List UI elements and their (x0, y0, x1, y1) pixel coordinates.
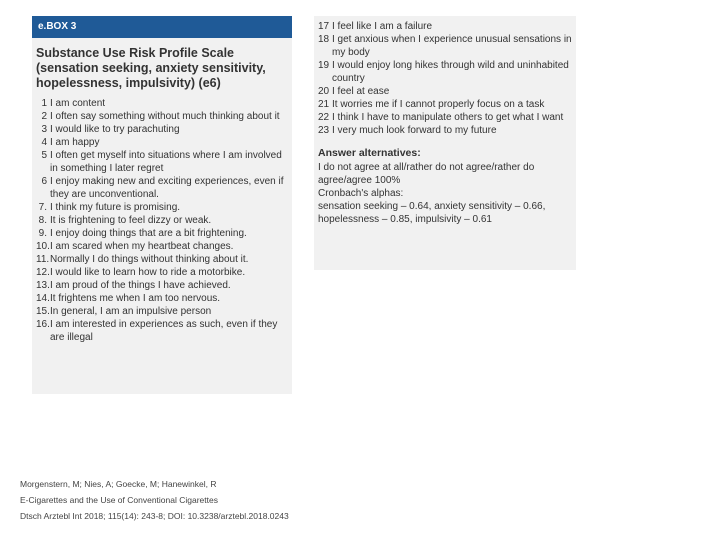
item-text: I enjoy doing things that are a bit frightening. (50, 228, 247, 239)
list-item (36, 214, 288, 227)
item-text: I am happy (50, 137, 100, 148)
item-number: 20 (318, 86, 330, 97)
item-text: I think I have to manipulate others to get what I want (332, 112, 564, 123)
scale-items-list-continued (318, 20, 572, 137)
item-number: 15. (36, 306, 50, 317)
item-number: 23 (318, 125, 330, 136)
list-item (36, 97, 288, 110)
item-text: I am interested in experiences as such, even if they are illegal (50, 319, 278, 343)
item-text: I enjoy making new and exciting experiences, even if they are unconventional. (50, 176, 284, 200)
item-number: 13. (36, 280, 50, 291)
list-item (36, 123, 288, 136)
list-item (36, 305, 288, 318)
cronbach-label: Cronbach's alphas: (318, 188, 404, 199)
item-text: In general, I am an impulsive person (50, 306, 212, 317)
item-number: 16. (36, 319, 50, 330)
item-number: 19 (318, 60, 330, 71)
item-number: 6 (41, 176, 47, 187)
citation (20, 476, 289, 524)
item-text: I often say something without much thinking about it (50, 111, 280, 122)
list-item (318, 85, 572, 98)
list-item (36, 318, 288, 344)
item-text: I very much look forward to my future (332, 125, 497, 136)
list-item (36, 110, 288, 123)
item-number: 14. (36, 293, 50, 304)
list-item (36, 136, 288, 149)
item-text: Normally I do things without thinking about it. (50, 254, 249, 265)
item-number: 1 (41, 98, 47, 109)
item-number: 17 (318, 21, 330, 32)
list-item (36, 175, 288, 201)
item-number: 8. (38, 215, 47, 226)
item-number: 10. (36, 241, 50, 252)
list-item (36, 240, 288, 253)
item-number: 22 (318, 112, 330, 123)
list-item (318, 33, 572, 59)
list-item (318, 20, 572, 33)
item-number: 12. (36, 267, 50, 278)
item-number: 4 (41, 137, 47, 148)
item-text: I am content (50, 98, 106, 109)
item-text: I feel like I am a failure (332, 21, 433, 32)
list-item (318, 98, 572, 111)
item-number: 3 (41, 124, 47, 135)
scale-items-list (36, 97, 288, 344)
item-text: I think my future is promising. (50, 202, 181, 213)
list-item (36, 292, 288, 305)
item-text: I would enjoy long hikes through wild and uninhabited country (332, 60, 569, 84)
item-text: I feel at ease (332, 86, 390, 97)
list-item (36, 149, 288, 175)
answer-alternatives-heading: Answer alternatives: (318, 147, 421, 159)
item-number: 11. (36, 254, 50, 265)
item-text: I would like to learn how to ride a motorbike. (50, 267, 246, 278)
item-text: I often get myself into situations where I am involved in something I later regret (50, 150, 282, 174)
answer-alternatives-text: I do not agree at all/rather do not agree/rather do agree/agree 100% (318, 162, 535, 186)
item-text: I am scared when my heartbeat changes. (50, 241, 234, 252)
list-item (36, 227, 288, 240)
ebox-right-panel (314, 16, 576, 270)
item-number: 18 (318, 34, 330, 45)
ebox-left-panel (32, 16, 292, 394)
list-item (36, 201, 288, 214)
item-text: It frightens me when I am too nervous. (50, 293, 221, 304)
ebox-header: e.BOX 3 (32, 16, 292, 38)
list-item (318, 124, 572, 137)
item-text: I get anxious when I experience unusual sensations in my body (332, 34, 572, 58)
item-number: 9. (38, 228, 47, 239)
item-number: 5 (41, 150, 47, 161)
list-item (36, 266, 288, 279)
list-item (318, 59, 572, 85)
item-text: I am proud of the things I have achieved. (50, 280, 231, 291)
item-text: It worries me if I cannot properly focus on a task (332, 99, 545, 110)
item-text: I would like to try parachuting (50, 124, 180, 135)
citation-title: E-Cigarettes and the Use of Conventional Cigarettes (20, 495, 218, 505)
list-item (36, 253, 288, 266)
list-item (318, 111, 572, 124)
item-number: 7. (38, 202, 47, 213)
citation-authors: Morgenstern, M; Nies, A; Goecke, M; Hanewinkel, R (20, 479, 217, 489)
list-item (36, 279, 288, 292)
item-number: 21 (318, 99, 330, 110)
scale-title: Substance Use Risk Profile Scale (sensation seeking, anxiety sensitivity, hopelessness, impulsivity) (e6) (36, 46, 266, 90)
cronbach-values: sensation seeking – 0.64, anxiety sensitivity – 0.66, hopelessness – 0.85, impulsivity – 0.61 (318, 201, 546, 225)
citation-reference: Dtsch Arztebl Int 2018; 115(14): 243-8; DOI: 10.3238/arztebl.2018.0243 (20, 511, 289, 521)
item-number: 2 (41, 111, 47, 122)
item-text: It is frightening to feel dizzy or weak. (50, 215, 212, 226)
